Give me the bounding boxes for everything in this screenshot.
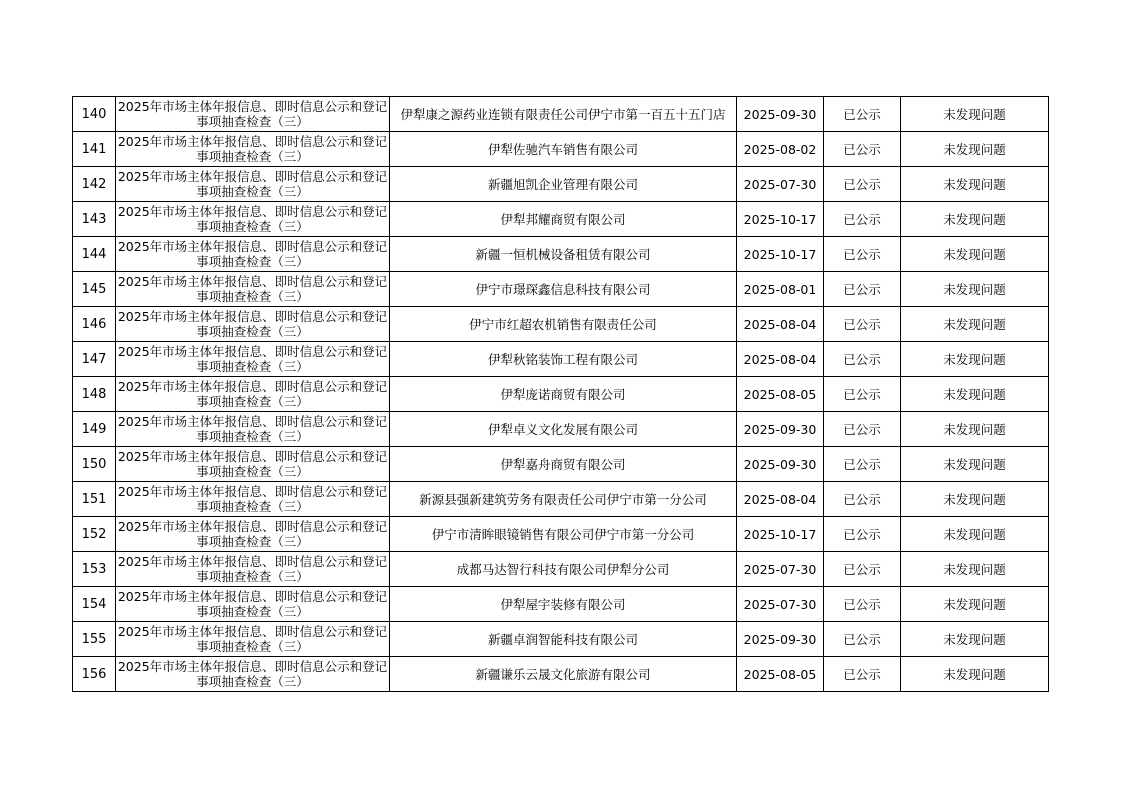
inspection-task-cell: 2025年市场主体年报信息、即时信息公示和登记事项抽查检查（三）	[116, 167, 390, 202]
status-cell: 已公示	[824, 447, 901, 482]
row-number-cell: 153	[73, 552, 116, 587]
inspection-task-cell: 2025年市场主体年报信息、即时信息公示和登记事项抽查检查（三）	[116, 412, 390, 447]
row-number-cell: 141	[73, 132, 116, 167]
status-cell: 已公示	[824, 657, 901, 692]
company-name-cell: 伊犁秋铭装饰工程有限公司	[390, 342, 737, 377]
result-cell: 未发现问题	[901, 587, 1049, 622]
inspection-task-cell: 2025年市场主体年报信息、即时信息公示和登记事项抽查检查（三）	[116, 202, 390, 237]
table-row	[73, 202, 1049, 237]
status-cell: 已公示	[824, 552, 901, 587]
status-cell: 已公示	[824, 97, 901, 132]
publish-date-cell: 2025-07-30	[737, 587, 824, 622]
row-number-cell: 154	[73, 587, 116, 622]
company-name-cell: 伊宁市红超农机销售有限责任公司	[390, 307, 737, 342]
company-name-cell: 新疆卓润智能科技有限公司	[390, 622, 737, 657]
company-name-cell: 伊犁嘉舟商贸有限公司	[390, 447, 737, 482]
table-row	[73, 657, 1049, 692]
inspection-task-cell: 2025年市场主体年报信息、即时信息公示和登记事项抽查检查（三）	[116, 97, 390, 132]
company-name-cell: 伊犁佐驰汽车销售有限公司	[390, 132, 737, 167]
row-number-cell: 148	[73, 377, 116, 412]
inspection-task-cell: 2025年市场主体年报信息、即时信息公示和登记事项抽查检查（三）	[116, 482, 390, 517]
company-name-cell: 伊犁邦耀商贸有限公司	[390, 202, 737, 237]
result-cell: 未发现问题	[901, 237, 1049, 272]
inspection-task-cell: 2025年市场主体年报信息、即时信息公示和登记事项抽查检查（三）	[116, 377, 390, 412]
row-number-cell: 147	[73, 342, 116, 377]
inspection-task-cell: 2025年市场主体年报信息、即时信息公示和登记事项抽查检查（三）	[116, 657, 390, 692]
result-cell: 未发现问题	[901, 307, 1049, 342]
table-row	[73, 377, 1049, 412]
status-cell: 已公示	[824, 307, 901, 342]
company-name-cell: 新疆旭凯企业管理有限公司	[390, 167, 737, 202]
table-row	[73, 97, 1049, 132]
company-name-cell: 新疆谦乐云晟文化旅游有限公司	[390, 657, 737, 692]
inspection-task-cell: 2025年市场主体年报信息、即时信息公示和登记事项抽查检查（三）	[116, 237, 390, 272]
status-cell: 已公示	[824, 272, 901, 307]
company-name-cell: 伊犁庞诺商贸有限公司	[390, 377, 737, 412]
status-cell: 已公示	[824, 167, 901, 202]
table-body	[73, 97, 1049, 692]
inspection-task-cell: 2025年市场主体年报信息、即时信息公示和登记事项抽查检查（三）	[116, 342, 390, 377]
publish-date-cell: 2025-08-04	[737, 482, 824, 517]
row-number-cell: 146	[73, 307, 116, 342]
inspection-task-cell: 2025年市场主体年报信息、即时信息公示和登记事项抽查检查（三）	[116, 622, 390, 657]
table-row	[73, 412, 1049, 447]
publish-date-cell: 2025-08-01	[737, 272, 824, 307]
row-number-cell: 156	[73, 657, 116, 692]
row-number-cell: 150	[73, 447, 116, 482]
publish-date-cell: 2025-07-30	[737, 167, 824, 202]
publish-date-cell: 2025-08-05	[737, 377, 824, 412]
inspection-task-cell: 2025年市场主体年报信息、即时信息公示和登记事项抽查检查（三）	[116, 517, 390, 552]
company-name-cell: 伊宁市璟琛鑫信息科技有限公司	[390, 272, 737, 307]
company-name-cell: 成都马达智行科技有限公司伊犁分公司	[390, 552, 737, 587]
result-cell: 未发现问题	[901, 377, 1049, 412]
publish-date-cell: 2025-07-30	[737, 552, 824, 587]
row-number-cell: 140	[73, 97, 116, 132]
row-number-cell: 151	[73, 482, 116, 517]
result-cell: 未发现问题	[901, 272, 1049, 307]
table-row	[73, 622, 1049, 657]
row-number-cell: 149	[73, 412, 116, 447]
status-cell: 已公示	[824, 342, 901, 377]
inspection-task-cell: 2025年市场主体年报信息、即时信息公示和登记事项抽查检查（三）	[116, 272, 390, 307]
publish-date-cell: 2025-10-17	[737, 202, 824, 237]
table-row	[73, 587, 1049, 622]
result-cell: 未发现问题	[901, 97, 1049, 132]
status-cell: 已公示	[824, 587, 901, 622]
company-name-cell: 新疆一恒机械设备租赁有限公司	[390, 237, 737, 272]
company-name-cell: 新源县强新建筑劳务有限责任公司伊宁市第一分公司	[390, 482, 737, 517]
table-row	[73, 307, 1049, 342]
result-cell: 未发现问题	[901, 412, 1049, 447]
publish-date-cell: 2025-08-04	[737, 342, 824, 377]
table-row	[73, 272, 1049, 307]
table-row	[73, 482, 1049, 517]
status-cell: 已公示	[824, 622, 901, 657]
result-cell: 未发现问题	[901, 657, 1049, 692]
company-name-cell: 伊犁屋宇装修有限公司	[390, 587, 737, 622]
status-cell: 已公示	[824, 132, 901, 167]
publish-date-cell: 2025-08-02	[737, 132, 824, 167]
table-row	[73, 132, 1049, 167]
row-number-cell: 142	[73, 167, 116, 202]
status-cell: 已公示	[824, 412, 901, 447]
publish-date-cell: 2025-09-30	[737, 447, 824, 482]
company-name-cell: 伊犁康之源药业连锁有限责任公司伊宁市第一百五十五门店	[390, 97, 737, 132]
status-cell: 已公示	[824, 202, 901, 237]
publish-date-cell: 2025-09-30	[737, 97, 824, 132]
company-name-cell: 伊宁市清眸眼镜销售有限公司伊宁市第一分公司	[390, 517, 737, 552]
status-cell: 已公示	[824, 517, 901, 552]
table-row	[73, 447, 1049, 482]
table-row	[73, 342, 1049, 377]
table-row	[73, 517, 1049, 552]
table-row	[73, 552, 1049, 587]
table-row	[73, 167, 1049, 202]
status-cell: 已公示	[824, 237, 901, 272]
row-number-cell: 152	[73, 517, 116, 552]
result-cell: 未发现问题	[901, 552, 1049, 587]
result-cell: 未发现问题	[901, 482, 1049, 517]
inspection-task-cell: 2025年市场主体年报信息、即时信息公示和登记事项抽查检查（三）	[116, 132, 390, 167]
publish-date-cell: 2025-09-30	[737, 412, 824, 447]
result-cell: 未发现问题	[901, 202, 1049, 237]
row-number-cell: 143	[73, 202, 116, 237]
result-cell: 未发现问题	[901, 167, 1049, 202]
row-number-cell: 145	[73, 272, 116, 307]
row-number-cell: 155	[73, 622, 116, 657]
status-cell: 已公示	[824, 482, 901, 517]
result-cell: 未发现问题	[901, 517, 1049, 552]
status-cell: 已公示	[824, 377, 901, 412]
company-name-cell: 伊犁卓义文化发展有限公司	[390, 412, 737, 447]
row-number-cell: 144	[73, 237, 116, 272]
publish-date-cell: 2025-08-04	[737, 307, 824, 342]
inspection-results-table	[72, 96, 1049, 692]
result-cell: 未发现问题	[901, 132, 1049, 167]
publish-date-cell: 2025-09-30	[737, 622, 824, 657]
publish-date-cell: 2025-08-05	[737, 657, 824, 692]
inspection-task-cell: 2025年市场主体年报信息、即时信息公示和登记事项抽查检查（三）	[116, 552, 390, 587]
table-row	[73, 237, 1049, 272]
publish-date-cell: 2025-10-17	[737, 237, 824, 272]
inspection-task-cell: 2025年市场主体年报信息、即时信息公示和登记事项抽查检查（三）	[116, 587, 390, 622]
inspection-task-cell: 2025年市场主体年报信息、即时信息公示和登记事项抽查检查（三）	[116, 447, 390, 482]
result-cell: 未发现问题	[901, 622, 1049, 657]
result-cell: 未发现问题	[901, 447, 1049, 482]
publish-date-cell: 2025-10-17	[737, 517, 824, 552]
inspection-task-cell: 2025年市场主体年报信息、即时信息公示和登记事项抽查检查（三）	[116, 307, 390, 342]
result-cell: 未发现问题	[901, 342, 1049, 377]
